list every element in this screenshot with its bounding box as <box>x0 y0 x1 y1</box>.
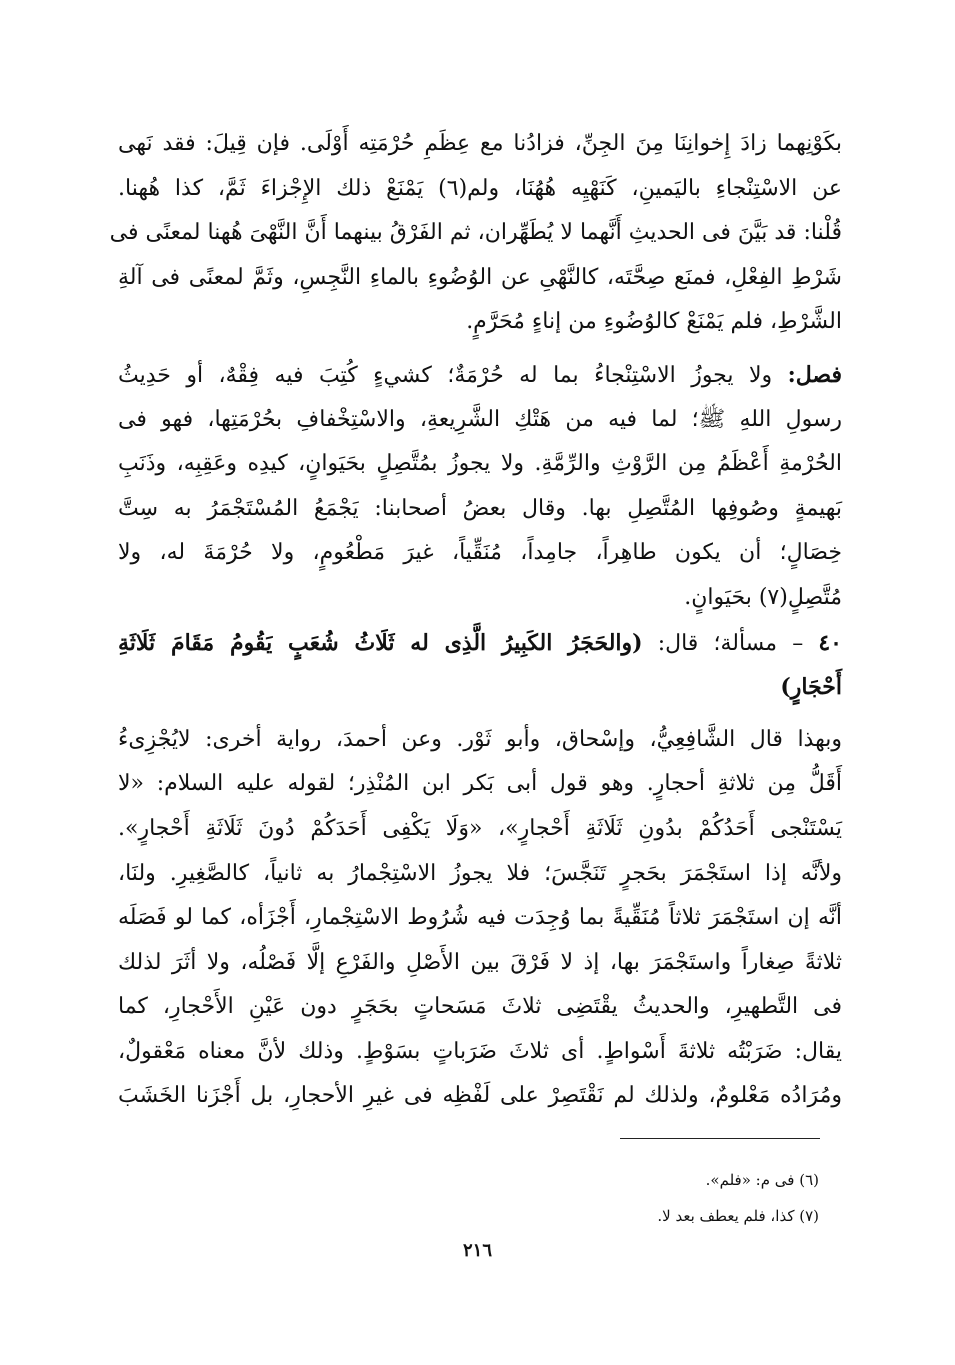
text-line: ثلاثةً صِغاراً واستَجْمَرَ بها، إذ لا فَرْقَ بين الأَصْلِ والفَرْعِ إلَّا فَصْلُه، ولا أثَرَ لذلك <box>118 949 842 975</box>
text-line: بَهيمةٍ وصُوفِها المُتَّصِلِ بها. وقال بعضُ أصحابنا: يَجْمَعُ المُسْتَجْمَرُ به سِتَّ <box>118 495 842 521</box>
text-line: ومُرَادُه مَعْلومٌ، ولذلك لم نَقْتَصِرْ على لَفْظِه فى غيرِ الأحجارِ، بل أَجْزَنا الخَشَبَ <box>118 1083 842 1109</box>
text-line: رسولِ اللهِ ﷺ؛ لما فيه من هَتْكِ الشَّرِيعةِ، والاسْتِخْفافِ بحُرْمَتِها، فهو فى <box>118 406 842 432</box>
text-line: ولأنَّه إذا استَجْمَرَ بحَجرٍ تَنَجَّسَ؛ فلا يجوزُ الاسْتِجْمارُ به ثانياً، كالصَّغِيرِ. ولنَا، <box>118 860 842 886</box>
issue-number: ٤٠ <box>818 629 842 656</box>
footnotes <box>119 1162 819 1234</box>
paragraph-1 <box>109 122 843 345</box>
main-text <box>109 122 843 1119</box>
text-line: أنَّه إن استَجْمَرَ ثلاثاً مُنَقِّيةً بما وُجِدَت فيه شُرُوط الاسْتِجْمارِ، أَجْزَأه، كما لو فَصَلَه <box>118 905 842 931</box>
text-line: قُلْنا: قد بَيَّنَ فى الحديثِ أَنَّهما لا يُطَهِّران، ثم الفَرْقُ بينهما أَنَّ النَّهْىَ هُهنا لمعنًى فى <box>109 220 842 246</box>
issue-heading <box>118 621 842 710</box>
issue-title: (والحَجَرُ الكَبِيرُ الَّذِى له ثَلَاثُ شُعَبٍ يَقُومُ مَقَامَ ثَلَاثَةِ <box>118 629 643 656</box>
text-line: الشَّرْطِ، فلم يَمْنَعْ كالوُضُوءِ من إناءٍ مُحَرَّمٍ. <box>466 309 842 335</box>
text-line: شَرْطِ الفِعْلِ، فمنَع صِحَّتَه، كالنَّهْىِ عن الوُضُوءِ بالماءِ النَّجِسِ، وثَمَّ لمعنًى فى آلةِ <box>118 264 842 290</box>
section-label: فصل: <box>787 361 842 388</box>
paragraph-3 <box>118 718 842 1119</box>
text-span: ولا يجوزُ الاسْتِنْجاءُ بما له حُرْمَةٌ؛ كشيءٍ كُتِبَ فيه فِقْهٌ، أو حَدِيثُ <box>118 362 788 388</box>
heading-line <box>118 621 842 666</box>
text-line <box>118 353 842 398</box>
text-line: بكَوْنِهما زادَ إِخوانِنَا مِنَ الجِنِّ، فزادُنا مع عِظَمِ حُرْمَتِه أَوْلَى. فإن قِيلَ: فقد نَهى <box>118 131 842 156</box>
text-line: مُتَّصِلٍ(٧) بحَيَوانٍ. <box>684 584 842 610</box>
issue-prefix: – مسألة؛ قال: <box>642 630 819 656</box>
footnote: (٦) فى م: «فلم». <box>705 1171 819 1189</box>
text-line: عن الاسْتِنْجاءِ باليَمينِ، كَنَهْيِه هُهُنَا، ولم(٦) يَمْنَعْ ذلك الإِجْزاءَ ثَمَّ، كذا هُهنا. <box>118 175 843 201</box>
paragraph-2 <box>118 353 842 621</box>
text-line: أَقَلُّ مِن ثلاثةِ أحجارٍ. وهو قول أبى بَكر ابن المُنْذِر؛ لقوله عليه السلام: «لا <box>118 771 842 797</box>
footnote: (٧) كذا، فلم يعطف بعد لا. <box>657 1207 819 1225</box>
text-line: يقال: ضَرَبْتُه ثلاثةَ أَسْواطٍ. أى ثلاثَ ضَرَباتٍ بسَوْطٍ. وذلك لأنَّ معناه مَعْقولٌ، <box>118 1038 842 1064</box>
text-line: خِصَالٍ؛ أن يكون طاهِراً، جامِداً، مُنَقِّياً، غيرَ مَطْعُومٍ، ولا حُرْمَةَ له، ولا <box>118 540 842 566</box>
page-number: ٢١٦ <box>462 1240 492 1261</box>
text-line: فى التَّطهيرِ، والحديثُ يقْتَضِى ثلاثَ مَسَحاتٍ بحَجَرٍ دون عَيْنِ الأَحْجارِ، كما <box>118 994 842 1020</box>
footnote-divider <box>620 1138 820 1139</box>
text-line: الحُرْمةِ أَعْظَمُ مِن الرَّوْثِ والرِّمَّةِ. ولا يجوزُ بمُتَّصِلٍ بحَيَوانٍ، كيدِه وعَقِبِه، وذَنَبِ <box>118 451 842 477</box>
heading-line: أَحْجَارٍ) <box>780 674 842 701</box>
text-line: وبهذا قال الشَّافِعِيُّ، وإسْحاق، وأبو ثَوْر. وعن أحمدَ، رواية أخرى: لايُجْزِىءُ <box>118 726 842 752</box>
text-line: يَسْتَنْجى أَحَدُكُمْ بدُونِ ثَلَاثَةِ أَحْجارٍ»، «وَلَا يَكْفِى أَحَدَكُمْ دُونَ ثَلَاثَةِ أَحْجارٍ». <box>118 815 842 841</box>
